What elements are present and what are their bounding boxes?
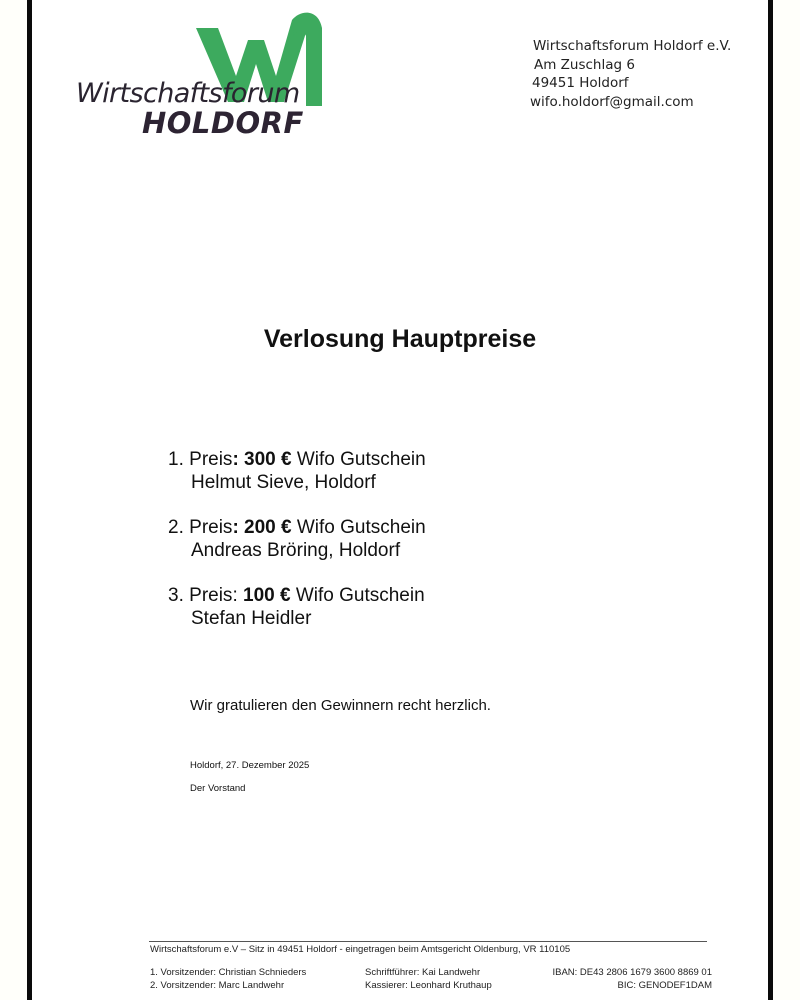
prize-number: 1. (168, 449, 184, 470)
logo-place: HOLDORF (142, 106, 304, 140)
prize-amount: 300 € (244, 449, 292, 470)
sender-address (529, 37, 731, 111)
prize-winner: Helmut Sieve, Holdorf (191, 472, 376, 493)
footer-divider (149, 941, 707, 942)
prize-number: 3. (168, 585, 184, 606)
prize-colon: : (232, 517, 239, 538)
prize-item-name: Wifo Gutschein (296, 449, 426, 470)
prize-winner: Andreas Bröring, Holdorf (191, 540, 401, 561)
footer-registry: Wirtschaftsforum e.V – Sitz in 49451 Holdorf - eingetragen beim Amtsgericht Oldenburg, VR 110105 (150, 944, 571, 955)
signoff: Der Vorstand (190, 783, 246, 794)
prize-colon: : (232, 585, 238, 606)
prize-item (168, 516, 426, 562)
logo-wordmark: Wirtschaftsforum (76, 78, 300, 109)
prize-label: Preis (189, 517, 233, 538)
prize-amount: 100 € (243, 585, 291, 606)
footer-chairs (150, 966, 306, 992)
prize-item (168, 584, 426, 630)
address-email[interactable]: wifo.holdorf@gmail.com (530, 93, 694, 110)
footer-bank (522, 966, 712, 992)
prize-list (168, 448, 426, 652)
prize-colon: : (232, 449, 239, 470)
prize-item-name: Wifo Gutschein (296, 517, 426, 538)
footer-officers (365, 966, 492, 992)
address-city: 49451 Holdorf (532, 75, 629, 91)
prize-label: Preis (189, 449, 233, 470)
address-street: Am Zuschlag 6 (534, 56, 635, 73)
prize-amount: 200 € (244, 517, 292, 538)
address-org: Wirtschaftsforum Holdorf e.V. (533, 38, 732, 54)
place-date: Holdorf, 27. Dezember 2025 (190, 760, 310, 771)
footer-chair2: 2. Vorsitzender: Marc Landwehr (150, 980, 285, 991)
footer-secretary: Schriftführer: Kai Landwehr (365, 967, 481, 978)
congratulations-text: Wir gratulieren den Gewinnern recht herzlich. (190, 697, 491, 714)
wifo-logo (76, 6, 326, 140)
page-title: Verlosung Hauptpreise (263, 325, 537, 353)
prize-item (168, 448, 426, 494)
footer-bic: BIC: GENODEF1DAM (617, 980, 712, 991)
prize-item-name: Wifo Gutschein (295, 585, 425, 606)
letter-page (27, 0, 773, 1000)
prize-label: Preis (189, 585, 233, 606)
prize-winner: Stefan Heidler (191, 608, 312, 629)
footer-treasurer: Kassierer: Leonhard Kruthaup (365, 980, 492, 991)
footer-chair1: 1. Vorsitzender: Christian Schnieders (150, 967, 307, 978)
footer-iban: IBAN: DE43 2806 1679 3600 8869 01 (552, 967, 712, 978)
prize-number: 2. (168, 517, 184, 538)
